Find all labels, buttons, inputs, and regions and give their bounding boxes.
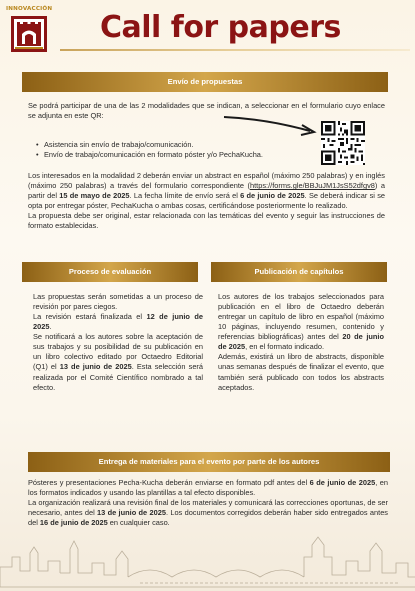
evaluacion-paragraph-1: Las propuestas serán sometidas a un proceso de revisión por pares ciegos. [33,292,203,312]
entrega-text [28,478,388,528]
header [0,0,415,58]
banner-envio: Envío de propuestas [22,72,388,92]
banner-entrega: Entrega de materiales para el evento por parte de los autores [28,452,390,472]
shield-logo-icon [9,14,49,54]
publicacion-text [218,292,384,393]
banner-evaluacion: Proceso de evaluación [22,262,198,282]
title-underline [60,49,410,51]
entrega-paragraph-1: Pósteres y presentaciones Pecha-Kucha deberán enviarse en formato pdf antes del 6 de junio de 2025, en los formatos indicados y usando las plantillas a tal efecto disponibles. [28,478,388,498]
envio-paragraph-3: La propuesta debe ser original, estar relacionada con las temáticas del evento y seguir las instrucciones de formato establecidas. [28,211,385,231]
date-start: 15 de mayo de 2025 [59,191,130,201]
date-corrections: 13 de junio de 2025 [97,508,166,518]
institution-logo-icon [6,6,52,54]
evaluacion-paragraph-2: La revisión estará finalizada el 12 de junio de 2025. [33,312,203,332]
publicacion-paragraph-1: Los autores de los trabajos seleccionados para publicación en el libro de Octaedro deberán entregar un capítulo de libro en español (máximo 10 páginas, incluyendo resumen, contenido y referencias bibliográficas) antes del 20 de junio de 2025, en el formato indicado. [218,292,385,352]
list-item: • Envío de trabajo/comunicación en formato póster y/o PechaKucha. [34,150,314,160]
envio-paragraph-2: Los interesados en la modalidad 2 deberán enviar un abstract en español (máximo 250 palabras) y en inglés (máximo 250 palabras) a través del formulario correspondiente (https://forms.gle/BBJuJM1JsS52dfgv8) a partir del 15 de mayo de 2025. La fecha límite de envío será el 6 de junio de 2025. Se deberá indicar si se opta por entregar póster, PechaKucha o ambas cosas, certificándose posteriormente lo realizado. [28,171,385,211]
date-chapter: 20 de junio de 2025 [218,332,385,352]
list-item: • Asistencia sin envío de trabajo/comunicación. [34,140,314,150]
entrega-paragraph-2: La organización realizará una revisión final de los materiales y comunicará las correcciones oportunas, de ser necesario, antes del 13 de junio de 2025. Los documentos corregidos deberán haber sido entregados antes del 16 de junio de 2025 en cualquier caso. [28,498,389,528]
page-title: Call for papers [100,10,341,45]
envio-intro [28,101,385,121]
date-review: 12 de junio de 2025 [33,312,203,332]
date-materials: 6 de junio de 2025 [309,478,376,487]
date-deadline: 6 de junio de 2025 [240,191,305,201]
form-link[interactable]: https://forms.gle/BBJuJM1JsS52dfgv8 [250,181,375,191]
envio-intro-text: Se podrá participar de una de las 2 modalidades que se indican, a seleccionar en el formulario cuyo enlace se adjunta en este QR: [28,101,385,121]
arrow-right-icon [222,113,318,137]
date-notification: 13 de junio de 2025 [59,362,132,372]
envio-details [28,171,385,231]
city-skyline-illustration [0,527,415,591]
banner-publicacion: Publicación de capítulos [211,262,387,282]
evaluacion-text [33,292,203,393]
qr-code-icon[interactable] [321,121,365,165]
date-final: 16 de junio de 2025 [39,518,108,528]
envio-modalidades-list [34,140,314,160]
publicacion-paragraph-2: Además, existirá un libro de abstracts, disponible unas semanas después de finalizar el evento, que también será publicado con todos los abstracts aceptados. [218,352,384,392]
evaluacion-paragraph-3: Se notificará a los autores sobre la aceptación de sus trabajos y su posibilidad de su publicación en un libro colectivo editado por Octaedro Editorial (Q1) el 13 de junio de 2025. Esta selección será realizada por el Comité Científico nombrado a tal efecto. [33,332,204,392]
logo-text: INNOVACCIÓN [6,6,53,12]
